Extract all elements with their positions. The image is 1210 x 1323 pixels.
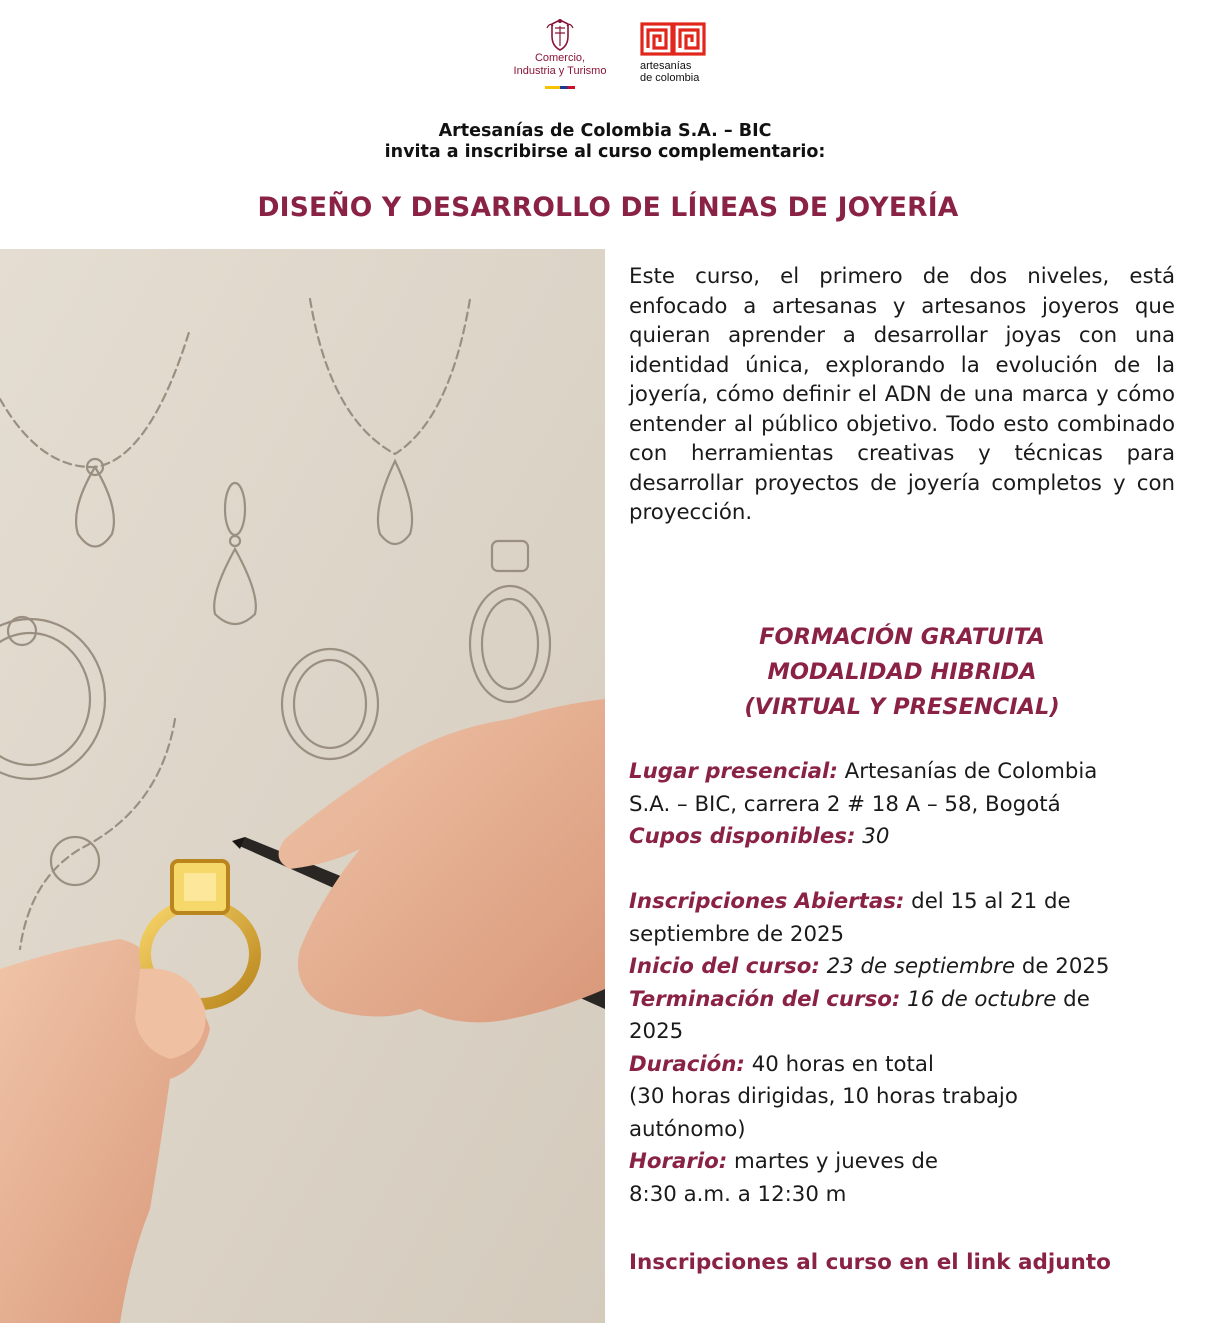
- schedule-row: [629, 1146, 1189, 1179]
- start-row: [629, 951, 1189, 984]
- location-value: Artesanías de Colombia: [837, 759, 1098, 784]
- registration-label: Inscripciones Abiertas:: [629, 889, 905, 914]
- schedule-label: Horario:: [629, 1149, 728, 1174]
- invitation-text: [0, 121, 1210, 163]
- duration-row-3: autónomo): [629, 1116, 746, 1142]
- artesanias-logo: [640, 22, 720, 94]
- schedule-value: martes y jueves de: [727, 1149, 939, 1174]
- flag-stripe: [545, 86, 575, 89]
- offer-modality: MODALIDAD HIBRIDA: [767, 659, 1037, 685]
- course-title: DISEÑO Y DESARROLLO DE LÍNEAS DE JOYERÍA: [257, 192, 959, 223]
- invitation-line1: Artesanías de Colombia S.A. – BIC: [438, 121, 772, 141]
- duration-row: [629, 1049, 1189, 1082]
- duration-value: 40 horas en total: [744, 1051, 934, 1077]
- offer-highlights: [629, 620, 1175, 725]
- location-row-2: S.A. – BIC, carrera 2 # 18 A – 58, Bogotá: [629, 791, 1061, 817]
- start-year: de 2025: [1015, 954, 1110, 979]
- registration-row-2: septiembre de 2025: [629, 921, 845, 947]
- seats-value: 30: [855, 824, 890, 849]
- course-description: Este curso, el primero de dos niveles, está enfocado a artesanas y artesanos joyeros que quieran aprender a desarrollar joyas con una identidad única, explorando la evolución de la joyería, cómo definir el ADN de una marca y cómo entender al público objetivo. Todo esto combinado con herramientas creativas y técnicas para desarrollar proyectos de joyería completos y con proyección.: [629, 264, 1175, 525]
- course-description-block: [629, 262, 1175, 528]
- coat-of-arms-icon: [543, 18, 577, 52]
- registration-row: [629, 886, 1189, 919]
- header-logos: [0, 16, 1210, 96]
- artesanias-symbol-icon: [640, 22, 706, 56]
- offer-free: FORMACIÓN GRATUITA: [759, 624, 1045, 650]
- duration-row-2: (30 horas dirigidas, 10 horas trabajo: [629, 1084, 1018, 1109]
- artesanias-name-line1: artesanías: [640, 60, 692, 72]
- artesanias-name-line2: de colombia: [640, 72, 700, 84]
- location-label: Lugar presencial:: [629, 759, 838, 784]
- registration-link-callout: Inscripciones al curso en el link adjunto: [629, 1250, 1111, 1275]
- jewelry-sketch-photo: [0, 249, 605, 1323]
- location-row: [629, 756, 1189, 789]
- registration-value: del 15 al 21 de: [904, 889, 1071, 914]
- start-label: Inicio del curso:: [629, 954, 820, 979]
- invitation-line2: invita a inscribirse al curso complementario:: [384, 142, 826, 162]
- end-label: Terminación del curso:: [629, 986, 901, 1012]
- schedule-row-2: 8:30 a.m. a 12:30 m: [629, 1181, 847, 1207]
- offer-mode-detail: (VIRTUAL Y PRESENCIAL): [744, 694, 1060, 720]
- seats-row: [629, 821, 1189, 854]
- end-date: 16 de octubre: [900, 986, 1057, 1012]
- course-details: [629, 756, 1189, 1211]
- ministerio-logo: [500, 16, 620, 96]
- ministerio-name-line1: Comercio,: [534, 52, 586, 64]
- duration-label: Duración:: [629, 1051, 745, 1077]
- end-de: de: [1056, 986, 1090, 1012]
- end-year: 2025: [629, 1019, 684, 1044]
- end-row: [629, 984, 1189, 1017]
- ministerio-name-line2: Industria y Turismo: [513, 65, 607, 77]
- start-date: 23 de septiembre: [819, 954, 1016, 979]
- seats-label: Cupos disponibles:: [629, 824, 856, 849]
